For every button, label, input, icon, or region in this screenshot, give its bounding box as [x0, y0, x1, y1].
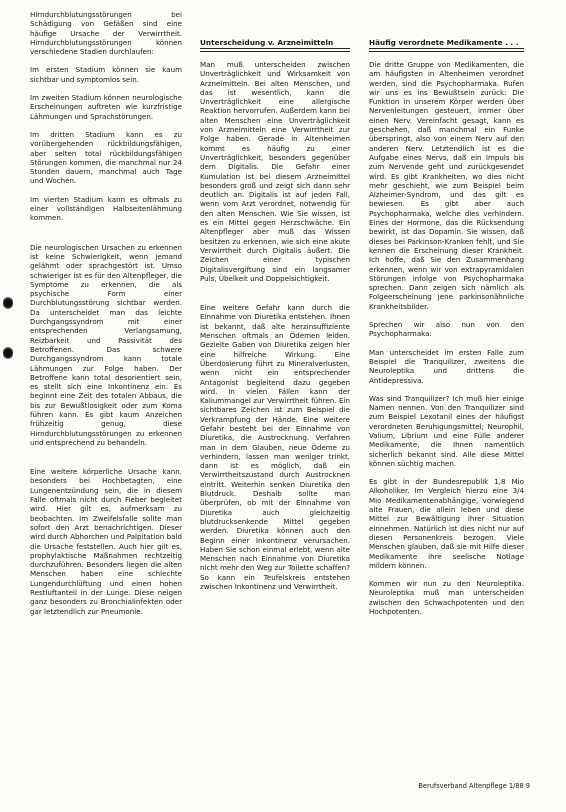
- heading-rule: [369, 48, 524, 49]
- column-3-heading: Häufig verordnete Medikamente . . .: [369, 38, 519, 47]
- page-footer: Berufsverband Altenpflege 1/88 9: [418, 782, 530, 790]
- paragraph: Die neurologischen Ursachen zu erkennen ist keine Schwierigkeit, wenn jemand gelähmt oder sprachgestört ist. Umso schwieriger ist es für den Altenpfleger, die Symptome zu erkennen, die als psychische Form einer Durchblutungsstörung sichtbar werden. Da unterscheidet man das leichte Durchgangssyndrom mit einer entsprechenden Verlangsamung, Reizbarkeit und Passivität des Betroffenen. Das schwere Durchgangssyndrom kann totale Lähmungen zur Folge haben. Der Betroffene kann total desorientiert sein, es stellt sich eine Inkontinenz ein. Es beginnt eine Zeit des totalen Abbaus, die bis zur Bewußtlosigkeit oder zum Koma führen kann. Es gibt kaum Anzeichen frühzeitig genug, diese Hirndurchblutungsstörungen zu erkennen und entsprechend zu behandeln.: [30, 242, 182, 447]
- paragraph: Hirndurchblutungsstörungen bei Schädigung von Gefäßen sind eine häufige Ursache der Verwirrtheit. Hirndurchblutungsstörungen können verschiedene Stadien durchlaufen:: [30, 10, 182, 57]
- paragraph: Im zweiten Stadium können neurologische Erscheinungen auftreten wie kurzfristige Lähmungen und Sprachstörungen.: [30, 93, 182, 121]
- paragraph: Im dritten Stadium kann es zu vorübergehenden rückbildungsfähigen, aber selten total rückbildungsfähigen Störungen kommen, die manchmal nur 24 Stunden dauern, manchmal auch Tage und Wochen.: [30, 129, 182, 186]
- paragraph: Kommen wir nun zu den Neuroleptika. Neuroleptika muß man unterscheiden zwischen den Schwachpotenten und den Hochpotenten.: [369, 579, 524, 617]
- paragraph: Eine weitere körperliche Ursache kann, besonders bei Hochbetagten, eine Lungenentzündung sein, die in diesem Falle oftmals nicht durch Fieber begleitet wird. Hier gilt es, aufmerksam zu beobachten. Im Zweifelsfalle sollte man sofort den Arzt benachrichtigen. Dieser wird durch Abhorchen und Palpitation bald die Ursache feststellen. Auch hier gilt es, prophylaktische Maßnahmen rechtzeitig durchzuführen. Besonders liegen die alten Menschen haben eine schlechte Lungendurchlüftung und einen hohen Restluftanteil in der Lunge. Diese neigen ganz besonders zu Bronchialinfekten oder gar letztendlich zur Pneumonie.: [30, 467, 182, 616]
- paragraph: Im vierten Stadium kann es oftmals zu einer vollständigen Halbseitenlähmung kommen.: [30, 194, 182, 223]
- heading-rule: [369, 51, 524, 52]
- paragraph: Sprechen wir also nun von den Psychopharmaka:: [369, 320, 524, 339]
- paragraph: Eine weitere Gefahr kann durch die Einnahme von Diuretika entstehen. Ihnen ist bekannt, daß alte herzinsuffiziente Menschen oftmals an Ödemen leiden. Gezielte Gaben von Diuretika zeigen hier eine hilfreiche Wirkung. Eine Überdosierung führt zu Mineralverlusten, wenn nicht ein entsprechender Antagonist begleitend dazu gegeben wird. In vielen Fällen kann der Kaliummangel zur Verwirrtheit führen. Ein sichtbares Zeichen ist zum Beispiel die Verkrampfung der Hände. Eine weitere Gefahr besteht bei der Einnahme von Diuretika, die Austrocknung. Verfahren man in dem Glauben, neue Ödeme zu verhindern, lassen man weniger trinkt, dann ist es möglich, daß ein Verwirrtheitszustand durch Austrocknen eintritt. Weiterhin senken Diuretika den Blutdruck. Deshalb sollte man überprüfen, ob mit der Einnahme von Diuretika auch gleichzeitig blutdrucksenkende Mittel gegeben werden. Diuretika können auch den Beginn einer Inkontinenz verursachen. Haben Sie schon einmal erlebt, wenn alte Menschen nach Einnahme von Diuretika nicht mehr den Weg zur Toilette schaffen? So kann ein Teufelskreis entstehen zwischen Inkontinenz und Verwirrtheit.: [200, 303, 350, 592]
- punch-hole: [3, 296, 13, 310]
- paragraph: Die dritte Gruppe von Medikamenten, die am häufigsten in Altenheimen verordnet werden, sind die Psychopharmaka. Rufen wir uns es ins Bewußtsein zurück: Die Funktion in unserem Körper werden über Nervenleitungen gesteuert, immer über einen Nerv. Vereinfacht gesagt, kann es geschehen, daß manchmal ein Funke überspringt, also von einem Nerv auf den anderen Nerv. Letztendlich ist es die Aufgabe eines Nervs, daß ein Impuls bis zum Nervende geht und zurückgesendet wird. Es gibt Krankheiten, wo dies nicht mehr geschieht, wie zum Beispiel beim Alzheimer-Syndrom, und das gilt es bewiesen. Es gibt aber auch Psychopharmaka, welche dies verhindern. Eines der Hormone, das die Rücksendung bewirkt, ist das Dopamin. Sie wissen, daß dieses bei Parkinson-Kranken fehlt, und Sie kennen die Erscheinung dieser Krankheit. Ich hoffe, daß Sie den Zusammenhang erkennen, wenn wir von extrapyramidalen Störungen infolge von Psychopharmaka sprechen. Dann zeigen sich nämlich als Folgeerscheinung jene parkinsonähnliche Krankheitsbilder.: [369, 60, 524, 311]
- paragraph: Im ersten Stadium können sie kaum sichtbar und symptomlos sein.: [30, 65, 182, 84]
- column-2-heading: Unterscheidung v. Arzneimitteln: [200, 38, 334, 47]
- heading-rule: [200, 48, 350, 49]
- paragraph: Man unterscheidet im ersten Falle zum Beispiel die Tranquilizer, zweitens die Neuroleptika und drittens die Antidepressiva.: [369, 347, 524, 385]
- column-1: [30, 10, 182, 625]
- paragraph: Es gibt in der Bundesrepublik 1,8 Mio Alkoholiker. Im Vergleich hierzu eine 3/4 Mio Medikamentenabhängige, vorwiegend alte Frauen, die allein leben und diese Mittel zur Bewältigung ihrer Situation einnehmen. Natürlich ist dies nicht nur auf diesen Personenkreis bezogen. Viele Menschen glauben, daß sie mit Hilfe dieser Medikamente ihre seelische Notlage mildern können.: [369, 477, 524, 570]
- paragraph: Was sind Tranquilizer? Ich muß hier einige Namen nennen. Von den Tranquilizer sind zum Beispiel Lexotanil eines der häufigst verordneten Beruhigungsmittel; Neurophil, Valium, Librium und eine Fülle anderer Medikamente, die Ihnen namentlich sicherlich bekannt sind. Alle diese Mittel können süchtig machen.: [369, 393, 524, 468]
- punch-hole: [3, 346, 13, 360]
- column-3: [369, 60, 524, 625]
- heading-rule: [200, 51, 350, 52]
- paragraph: Man muß unterscheiden zwischen Unverträglichkeit und Wirksamkeit von Arzneimitteln. Bei alten Menschen, und das ist wesentlich, kann die Unverträglichkeit eine allergische Reaktion hervorrufen. Außerdem kann bei alten Menschen eine Unverträglichkeit von Arzneimitteln eine Verwirrtheit zur Folge haben. Gerade in Altenheimen kommt es häufig zu einer Unverträglichkeit, besonders gegenüber dem Digitalis. Die Gefahr einer Kumulation ist bei diesem Arzneimittel besonders groß und zeigt sich dann sehr deutlich an. Digitalis ist auf jeden Fall, wenn vom Arzt verordnet, notwendig für den alten Menschen. Wie Sie wissen, ist es ein Mittel gegen Herzschwäche. Ein Altenpfleger aber muß das Wissen besitzen zu erkennen, wie sich eine akute Verwirrtheit durch Digitalis äußert. Die Zeichen einer typischen Digitalisvergiftung sind ein langsamer Puls, Übelkeit und Doppelsichtigkeit.: [200, 60, 350, 283]
- column-2: [200, 60, 350, 600]
